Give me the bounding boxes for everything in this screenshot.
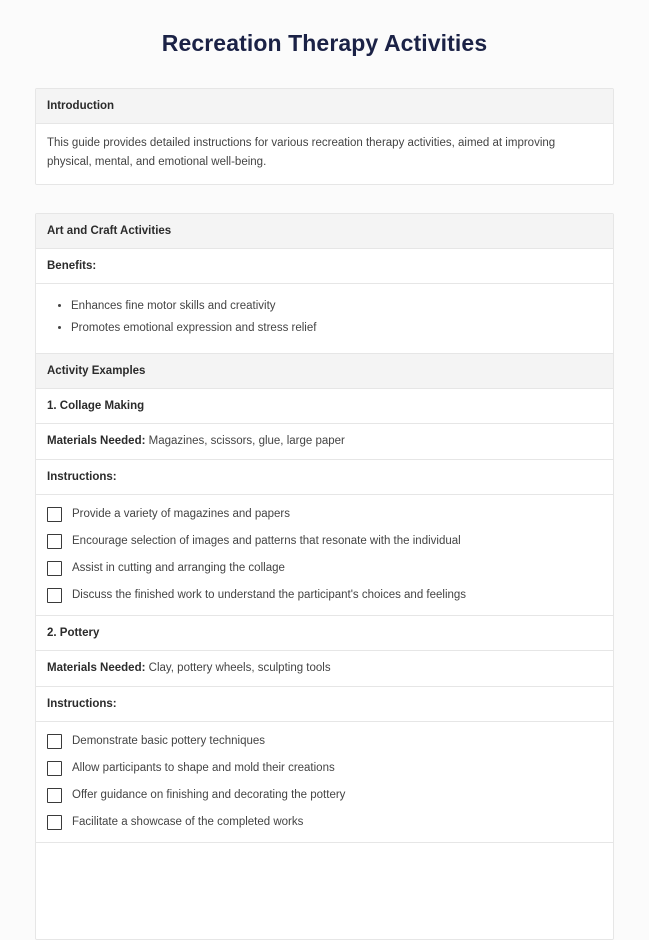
activity-1-materials — [36, 424, 613, 460]
activity-1-heading: 1. Collage Making — [36, 389, 613, 424]
checkbox-icon[interactable] — [47, 561, 62, 576]
activity-2-checklist — [36, 722, 613, 843]
checklist-item[interactable] — [47, 560, 602, 576]
introduction-heading: Introduction — [36, 89, 613, 124]
art-and-craft-card — [35, 213, 614, 940]
checklist-item-label: Offer guidance on finishing and decorating the pottery — [72, 789, 346, 801]
checklist-item-label: Discuss the finished work to understand the participant's choices and feelings — [72, 589, 467, 601]
checklist-item[interactable] — [47, 506, 602, 522]
page-title: Recreation Therapy Activities — [161, 30, 488, 56]
checklist-item-label: Allow participants to shape and mold their creations — [72, 762, 335, 774]
checklist-item-label: Encourage selection of images and patterns that resonate with the individual — [72, 535, 461, 547]
checklist-item-label: Provide a variety of magazines and papers — [72, 508, 290, 520]
art-and-craft-heading: Art and Craft Activities — [36, 214, 613, 249]
benefits-body — [36, 284, 613, 354]
checkbox-icon[interactable] — [47, 788, 62, 803]
checkbox-icon[interactable] — [47, 734, 62, 749]
list-item: • Enhances fine motor skills and creativity — [71, 297, 602, 316]
card-trailing-space — [36, 843, 613, 939]
activity-2-instructions-heading: Instructions: — [36, 687, 613, 722]
checkbox-icon[interactable] — [47, 761, 62, 776]
introduction-body — [36, 124, 613, 184]
activity-1-instructions-heading: Instructions: — [36, 460, 613, 495]
materials-label: Materials Needed: — [47, 662, 146, 674]
checklist-item[interactable] — [47, 733, 602, 749]
activity-1-checklist — [36, 495, 613, 616]
checklist-item-label: Demonstrate basic pottery techniques — [72, 735, 266, 747]
checklist-item[interactable] — [47, 814, 602, 830]
checklist-item[interactable] — [47, 587, 602, 603]
checkbox-icon[interactable] — [47, 507, 62, 522]
checkbox-icon[interactable] — [47, 815, 62, 830]
benefits-list — [47, 297, 602, 338]
materials-label: Materials Needed: — [47, 435, 146, 447]
checklist-item[interactable] — [47, 760, 602, 776]
activity-2-materials — [36, 651, 613, 687]
checkbox-icon[interactable] — [47, 588, 62, 603]
benefits-heading: Benefits: — [36, 249, 613, 284]
list-item: • Promotes emotional expression and stress relief — [71, 319, 602, 338]
checklist-item[interactable] — [47, 787, 602, 803]
materials-value: Clay, pottery wheels, sculpting tools — [148, 662, 331, 674]
activity-examples-heading: Activity Examples — [36, 354, 613, 389]
materials-value: Magazines, scissors, glue, large paper — [148, 435, 345, 447]
checkbox-icon[interactable] — [47, 534, 62, 549]
activity-2-heading: 2. Pottery — [36, 616, 613, 651]
checklist-item[interactable] — [47, 533, 602, 549]
introduction-text: This guide provides detailed instructions for various recreation therapy activities, aimed at improving physical, mental, and emotional well-being. — [47, 137, 556, 168]
checklist-item-label: Facilitate a showcase of the completed works — [72, 816, 304, 828]
checklist-item-label: Assist in cutting and arranging the collage — [72, 562, 285, 574]
introduction-card — [35, 88, 614, 185]
